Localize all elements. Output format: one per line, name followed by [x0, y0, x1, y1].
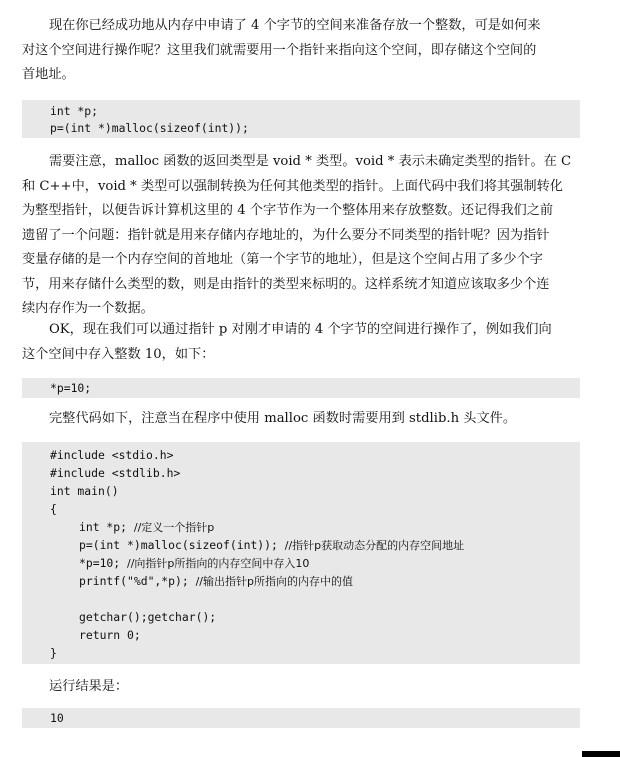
text-line: 现在你已经成功地从内存中申请了 4 个字节的空间来准备存放一个整数，可是如何来	[49, 18, 541, 33]
code-line: {	[50, 502, 57, 516]
paragraph-intro	[22, 14, 578, 88]
text-line: 节，用来存储什么类型的数，则是由指针的类型来标明的。这样系统才知道应该取多少个连	[22, 276, 550, 292]
code-line	[79, 554, 309, 572]
code-line: p=(int *)malloc(sizeof(int));	[50, 121, 249, 135]
code-line: *p=10;	[50, 381, 92, 395]
text-line: 遗留了一个问题：指针就是用来存储内存地址的，为什么要分不同类型的指针呢？因为指针	[22, 227, 550, 243]
code-block-output	[22, 708, 580, 728]
code-text: int *p;	[79, 520, 134, 534]
code-line: getchar();getchar();	[79, 610, 217, 624]
text-line: 首地址。	[22, 67, 75, 82]
code-block-assign	[22, 378, 580, 398]
code-comment: //定义一个指针p	[133, 521, 215, 534]
text-line: 变量存储的是一个内存空间的首地址（第一个字节的地址），但是这个空间占用了多少个字	[22, 252, 543, 267]
code-block-malloc	[22, 100, 580, 138]
code-line: int main()	[50, 484, 119, 498]
text-line: 续内存作为一个数据。	[22, 301, 154, 316]
code-line: 10	[50, 711, 64, 725]
code-line: int *p;	[50, 104, 99, 118]
paragraph-full-code-note	[22, 407, 578, 432]
code-text: *p=10;	[79, 556, 128, 570]
text-line: 需要注意，malloc 函数的返回类型是 void * 类型。void * 表示未确定类型的指针。在 C	[49, 154, 572, 169]
code-line: return 0;	[79, 628, 141, 642]
text-line: 运行结果是：	[49, 679, 129, 694]
code-line: }	[50, 646, 57, 660]
code-line: #include <stdio.h>	[50, 448, 174, 462]
text-line: 和 C++中，void * 类型可以强制转换为任何其他类型的指针。上面代码中我们将其强制转化	[22, 178, 563, 194]
page-edge-mark	[582, 751, 620, 757]
code-comment: //输出指针p所指向的内存中的值	[195, 575, 353, 588]
code-line	[79, 572, 353, 590]
code-block-full-program	[22, 442, 580, 664]
code-text: p=(int *)malloc(sizeof(int));	[79, 538, 285, 552]
code-line	[79, 518, 214, 536]
paragraph-store-value	[22, 318, 578, 367]
code-comment: //指针p获取动态分配的内存空间地址	[284, 539, 465, 552]
text-line: 对这个空间进行操作呢？这里我们就需要用一个指针来指向这个空间，即存储这个空间的	[22, 42, 537, 58]
paragraph-result-label	[22, 675, 578, 700]
code-comment: //向指针p所指向的内存空间中存入10	[127, 557, 310, 570]
text-line: 为整型指针，以便告诉计算机这里的 4 个字节作为一个整体用来存放整数。还记得我们之前	[22, 203, 554, 218]
text-line: OK，现在我们可以通过指针 p 对刚才申请的 4 个字节的空间进行操作了，例如我们向	[49, 322, 552, 337]
paragraph-void-pointer	[22, 150, 578, 322]
code-line: #include <stdlib.h>	[50, 466, 181, 480]
text-line: 这个空间中存入整数 10，如下：	[22, 346, 215, 362]
text-line: 完整代码如下，注意当在程序中使用 malloc 函数时需要用到 stdlib.h 头文件。	[49, 411, 517, 426]
code-text: printf("%d",*p);	[79, 574, 196, 588]
code-line	[79, 536, 464, 554]
